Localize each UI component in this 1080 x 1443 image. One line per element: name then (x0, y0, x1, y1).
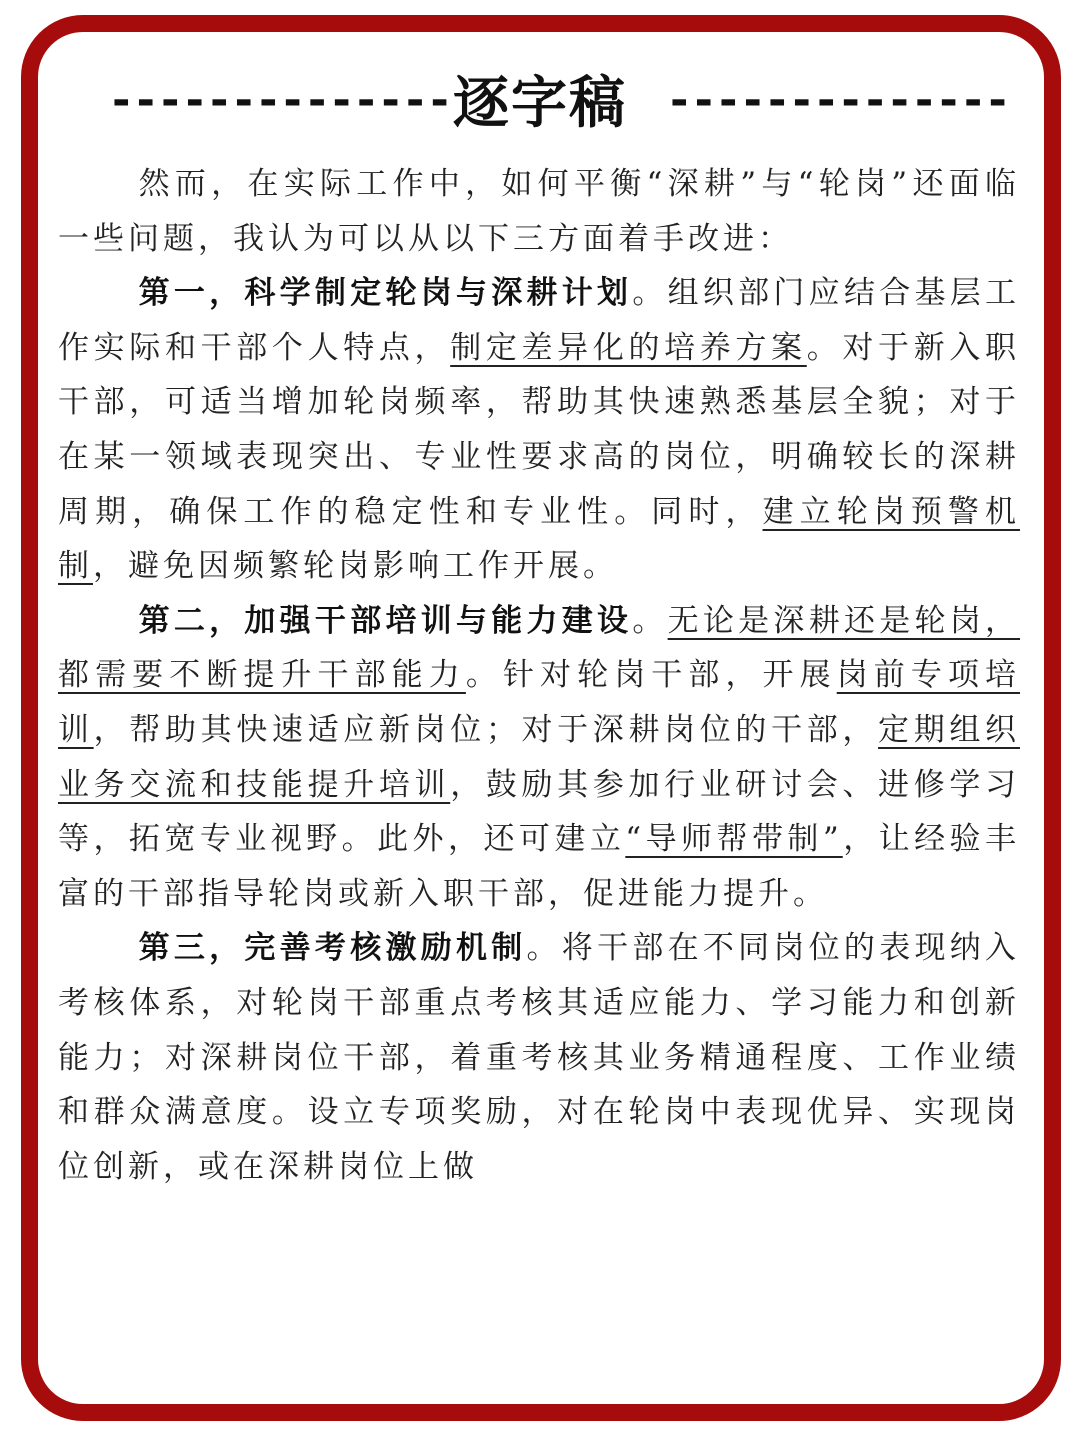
section2-underline-1: 无论是深耕还是轮岗，都需要不断提升干部能力 (58, 602, 1021, 694)
section2-underline-2: 岗前专项培训 (58, 657, 1021, 748)
section2-heading: 第二，加强干部培训与能力建设 (138, 602, 633, 639)
section2-text-5: ，让经验丰富的干部指导轮岗或新入职干部，促进能力提升。 (58, 821, 1021, 912)
title-dashes-right: -------------- (666, 75, 1009, 126)
section2-underline-4: “导师帮带制” (625, 821, 843, 858)
section1-heading: 第一，科学制定轮岗与深耕计划 (138, 275, 633, 312)
section2-text-3: ，帮助其快速适应新岗位；对于深耕岗位的干部， (93, 711, 879, 748)
intro-paragraph: 然而，在实际工作中，如何平衡“深耕”与“轮岗”还面临一些问题，我认为可以从以下三方面着手改进： (58, 166, 1020, 257)
document-body (58, 157, 1020, 1194)
section2-text-1: 。 (632, 602, 668, 639)
section3-heading: 第三，完善考核激励机制 (138, 930, 527, 967)
section3-text-1: 。将干部在不同岗位的表现纳入考核体系，对轮岗干部重点考核其适应能力、学习能力和创新能力；对深耕岗位干部，着重考核其业务精通程度、工作业绩和群众满意度。设立专项奖励，对在轮岗中表现优异、实现岗位创新，或在深耕岗位上做 (58, 930, 1020, 1185)
section3-paragraph (58, 921, 1020, 1194)
section1-underline-1: 制定差异化的培养方案 (450, 329, 807, 366)
section1-text-2: 。对于新入职干部，可适当增加轮岗频率，帮助其快速熟悉基层全貌；对于在某一领域表现突出、专业性要求高的岗位，明确较长的深耕周期，确保工作的稳定性和专业性。同时， (58, 329, 1021, 530)
page-title: 逐字稿 (453, 70, 627, 136)
title-row (0, 63, 1080, 143)
section2-text-4: ，鼓励其参加行业研讨会、进修学习等，拓宽专业视野。此外，还可建立 (58, 766, 1021, 858)
section1-text-1: 。组织部门应结合基层工作实际和干部个人特点， (58, 275, 1021, 366)
title-dashes-left: -------------- (108, 75, 451, 126)
section1-paragraph (58, 266, 1020, 594)
section2-text-2: 。针对轮岗干部，开展 (465, 657, 837, 694)
section2-underline-3: 定期组织业务交流和技能提升培训 (58, 711, 1021, 803)
section1-underline-2: 建立轮岗预警机制 (58, 493, 1021, 585)
section2-paragraph (58, 594, 1020, 922)
section1-text-3: ，避免因频繁轮岗影响工作开展。 (93, 548, 618, 585)
